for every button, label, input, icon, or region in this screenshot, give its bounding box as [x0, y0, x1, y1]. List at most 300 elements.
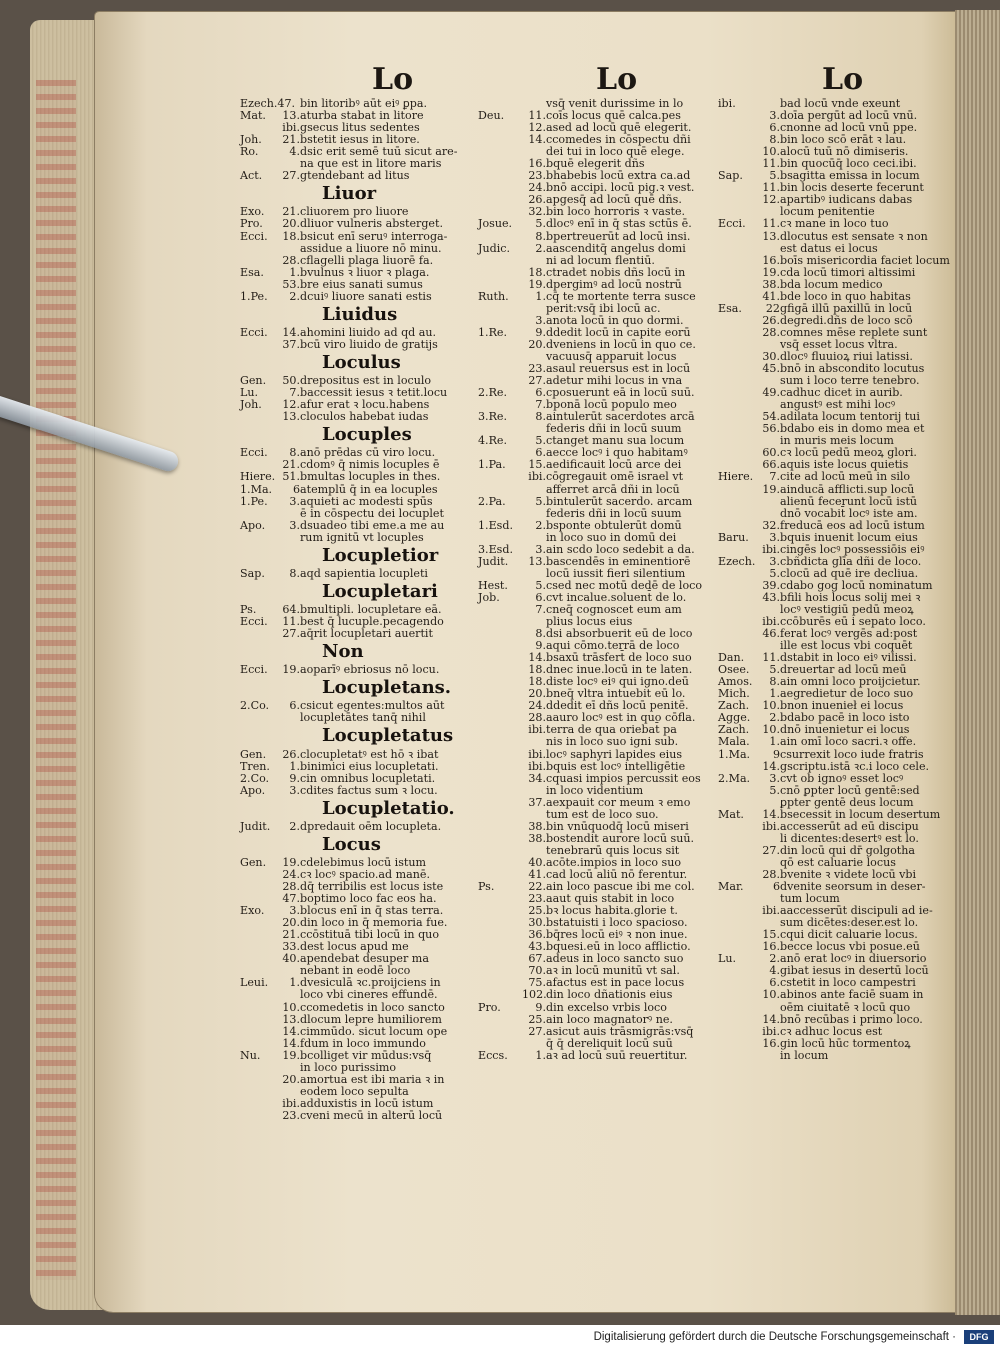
book-ref: Mich.	[718, 687, 750, 701]
book-ref: ibi.	[718, 97, 736, 110]
verse-letter: c	[780, 783, 787, 797]
entry-text: nō vocabit̄ locꝰ iste am.	[787, 506, 918, 520]
book-ref: Joh.	[240, 133, 262, 147]
verse-letter: b	[300, 97, 308, 110]
verse-letter: b	[546, 687, 554, 701]
entry-text: neq̄ cognoscet eum am	[552, 602, 682, 616]
verse-letter: c	[780, 470, 787, 484]
chapter-number: 6.	[769, 976, 780, 990]
entry-text: veni mecū in alterū locū	[306, 1108, 443, 1122]
entry-heading: Loculus	[322, 351, 401, 373]
entry-text: multas locuples in thes.	[307, 470, 441, 484]
verse-letter: c	[546, 434, 553, 448]
entry-text: stabit in loco eiꝰ vilissi.	[787, 651, 917, 665]
entry-text: edificauit locū arce dei	[552, 458, 682, 472]
chapter-number: 12.	[528, 121, 546, 135]
book-ref: Osee.	[718, 663, 750, 677]
book-ref: Zach.	[718, 723, 750, 737]
entry-text: federis dñi in locū suum	[546, 506, 682, 520]
entry-text: in litoribꝰ aūt eiꝰ ꝑpa.	[307, 97, 427, 110]
entry-text: rum ignitū vt locuples	[300, 530, 424, 544]
book-ref: Ecci.	[718, 217, 746, 231]
chapter-number: 22.	[528, 880, 546, 894]
chapter-number: 67.	[528, 952, 546, 966]
entry-text: oparīꝰ ebriosus nō locu.	[306, 663, 440, 677]
verse-letter: b	[780, 97, 788, 110]
verse-letter: c	[780, 771, 787, 785]
entry-text: dedit locū in capite eorū	[553, 325, 691, 339]
verse-letter: b	[546, 157, 554, 171]
entry-text: ponā locū populo meo	[553, 398, 677, 412]
entry-text: locꝰ vestigiū pedū meoꝝ	[780, 602, 914, 616]
verse-letter: b	[546, 819, 554, 833]
entry-text: nō accipi. locū pig.ꝛ vest.	[553, 181, 695, 195]
chapter-number: 3.	[289, 494, 300, 508]
entry-text: oīa pergūt ad locū vnū.	[787, 109, 918, 123]
entry-text: turba stabat in litore	[306, 109, 424, 123]
entry-text: vacuusq̄ apparuit locus	[546, 349, 677, 363]
entry-text: na que est in litore maris	[300, 157, 442, 171]
chapter-number: ibi.	[762, 542, 780, 556]
book-ref: Ecci.	[240, 615, 268, 629]
entry-heading: Locupletatio.	[322, 797, 455, 819]
chapter-number: 26.	[528, 193, 546, 207]
verse-letter: a	[300, 952, 307, 966]
book-ref: 1.Esd.	[478, 518, 514, 532]
verse-letter: b	[546, 554, 554, 568]
verse-letter: b	[300, 904, 308, 918]
verse-letter: c	[300, 458, 307, 472]
entry-text: plius locus eius	[546, 615, 633, 629]
verse-letter: g	[300, 169, 308, 183]
chapter-number: ibi.	[762, 819, 780, 833]
verse-letter: c	[546, 133, 553, 147]
verse-letter: d	[780, 229, 788, 243]
chapter-number: 11.	[762, 181, 780, 195]
entry-text: venite ꝛ videte locū vbi	[787, 868, 917, 881]
chapter-number: 9.	[535, 639, 546, 653]
entry-text: locupletatꝰ est hō ꝛ ibat	[306, 747, 439, 761]
chapter-number: 22	[765, 301, 780, 315]
entry-text: adhuc dicet in aurib.	[786, 386, 903, 400]
chapter-number: 9.	[535, 325, 546, 339]
verse-letter: a	[546, 639, 553, 653]
entry-text: terra de qua oriebat̄ pa	[546, 723, 677, 737]
entry-text: in loco horroris ꝛ vaste.	[553, 205, 686, 219]
chapter-number: 27.	[282, 169, 300, 183]
chapter-number: 43.	[528, 940, 546, 954]
verse-letter: a	[780, 735, 787, 749]
chapter-number: 10.	[762, 723, 780, 737]
entry-text: mortua est ibi maria ꝛ in	[306, 1072, 445, 1086]
chapter-number: 64.	[282, 602, 300, 616]
entry-text: veniens in locū in quo ce.	[553, 337, 696, 351]
entry-heading: Locupletari	[322, 580, 438, 602]
entry-text: inimici eius locupletati.	[307, 759, 439, 773]
verse-letter: b	[780, 181, 788, 195]
chapter-number: 6.	[289, 699, 300, 713]
entry-heading: Locupletans.	[322, 677, 452, 699]
entry-text: oīs misericordia faciet locum	[787, 253, 950, 267]
verse-letter: c	[300, 1000, 307, 1014]
entry-text: egredietur de loco suo	[786, 687, 914, 701]
entry-text: q̄res locū eiꝰ ꝛ non inue.	[553, 928, 688, 942]
entry-text: neq̄ vltra intuebit eū lo.	[553, 687, 686, 701]
chapter-number: 1.	[289, 759, 300, 773]
entry-text: in loco pascue ibi me col.	[552, 880, 695, 894]
entry-text: da locum medico	[787, 277, 883, 291]
verse-letter: b	[546, 928, 554, 942]
chapter-number: 50.	[282, 374, 300, 388]
entry-text: in loco videntium	[546, 783, 644, 797]
entry-text: sum i loco terre tenebro.	[780, 374, 920, 388]
entry-text: in loco magnatorꝰ ne.	[552, 1012, 673, 1026]
chapter-number: 9	[772, 747, 780, 761]
verse-letter: b	[300, 892, 308, 906]
chapter-number: 75.	[528, 976, 546, 990]
chapter-number: 13.	[762, 229, 780, 243]
book-ref: Gen.	[240, 374, 267, 388]
entry-text: in loco purissimo	[300, 1060, 397, 1074]
entry-text: vt ob ignoꝰ esset locꝰ	[786, 771, 904, 785]
chapter-number: 24.	[528, 181, 546, 195]
chapter-number: 18.	[528, 265, 546, 279]
book-ref: Ezech.	[718, 554, 756, 568]
entry-text: habebis locū extra ca.ad	[553, 169, 691, 183]
entry-text: cōstituā tibi locū in quo	[306, 928, 439, 942]
verse-letter: a	[546, 1024, 553, 1038]
chapter-number: 25.	[528, 904, 546, 918]
verse-letter: b	[546, 494, 554, 508]
chapter-number: 56.	[762, 422, 780, 436]
entry-text: binos ante faciē suam in	[786, 988, 924, 1002]
entry-text: ꝑpter gentē deus locum	[780, 795, 914, 809]
chapter-number: 3.	[535, 313, 546, 327]
entry-text: vt incalue.soluent̄ de lo.	[552, 590, 687, 604]
entry-text: quesi.eū in loco afflictio.	[553, 940, 691, 954]
entry-text: ille est locus vbi coquēt	[780, 639, 913, 653]
chapter-number: 5.	[769, 783, 780, 797]
chapter-number: ibi.	[528, 759, 546, 773]
verse-letter: b	[546, 759, 554, 773]
verse-letter: g	[780, 964, 788, 978]
verse-letter: d	[780, 313, 788, 327]
entry-text: in omī loco sacri.ꝛ offe.	[786, 735, 917, 749]
chapter-number: 43.	[762, 590, 780, 604]
entry-text: dites factus sum ꝛ locu.	[306, 783, 438, 797]
entry-text: cuiꝰ liuore sanati estis	[307, 289, 432, 303]
entry-text: sicut auis trāsmigrās:vsq̄	[552, 1024, 694, 1038]
entry-text: ꝛ locꝰ spacio.ad manē.	[306, 868, 431, 881]
entry-text: cōte.impios in loco suo	[552, 855, 682, 869]
entry-text: liuor vulneris absterget.	[307, 217, 443, 231]
verse-letter: c	[546, 386, 553, 400]
chapter-number: 20.	[528, 687, 546, 701]
chapter-number: 2.	[769, 711, 780, 725]
entry-text: vsq̄ venit durissime in lo	[546, 97, 684, 110]
entry-line	[478, 1050, 718, 1062]
book-ref: Judit.	[478, 554, 509, 568]
chapter-number: 30.	[762, 349, 780, 363]
verse-letter: d	[546, 627, 554, 641]
verse-letter: a	[546, 193, 553, 207]
entry-text: accesserūt ad eū discipu	[780, 819, 919, 833]
verse-letter: b	[780, 807, 788, 821]
entry-text: ꝛ in locū munitū vt sal.	[552, 964, 680, 978]
entry-text: vulnus ꝛ liuor ꝛ plaga.	[307, 265, 430, 279]
chapter-number: 14.	[762, 759, 780, 773]
chapter-number: 20.	[282, 916, 300, 930]
entry-text: partibꝰ iudicans dabas	[786, 193, 913, 207]
running-header-1: Lo	[372, 62, 414, 97]
chapter-number: 10.	[762, 145, 780, 159]
entry-text: secus litus sedentes	[307, 121, 420, 135]
entry-text: liuorem pro liuore	[306, 205, 409, 219]
verse-letter: c	[780, 554, 787, 568]
chapter-number: 28.	[282, 253, 300, 267]
verse-letter: a	[300, 1072, 307, 1086]
entry-text: reducā eos ad locū istum	[784, 518, 925, 532]
chapter-number: 19.	[282, 855, 300, 869]
verse-letter: d	[300, 976, 308, 990]
entry-text: sed ad locū quē elegerit.	[552, 121, 692, 135]
verse-letter: c	[300, 747, 307, 761]
chapter-number: 10.	[762, 699, 780, 713]
entry-text: optimo loco fac eos ha.	[307, 892, 437, 906]
entry-text: in loco scō erāt ꝛ lau.	[787, 133, 907, 147]
verse-letter: d	[780, 723, 788, 737]
entry-text: qd sapientia locupleti	[306, 566, 428, 580]
chapter-number: 40.	[528, 855, 546, 869]
verse-letter: a	[300, 627, 307, 641]
verse-letter: a	[546, 542, 553, 556]
book-ref: Sap.	[718, 169, 743, 183]
chapter-number: 3.	[769, 530, 780, 544]
verse-letter: d	[546, 337, 554, 351]
entry-text: flagelli plaga liuorē fa.	[306, 253, 434, 267]
chapter-number: 28.	[528, 711, 546, 725]
entry-text: in quocūq̄ loco ceci.ibi.	[787, 157, 917, 171]
verse-letter: b	[780, 289, 788, 303]
entry-text: detur mihi locus in vna	[552, 374, 683, 388]
chapter-number: 41.	[528, 868, 546, 881]
entry-text: ꝛ mane in loco tuo	[786, 217, 889, 231]
chapter-number: 14.	[762, 807, 780, 821]
entry-text: loculos habebat iudas	[306, 410, 429, 424]
verse-letter: b	[546, 518, 554, 532]
chapter-number: 14.	[528, 133, 546, 147]
entry-text: stetit iesus in litore.	[307, 133, 420, 147]
running-header-3: Lo	[822, 62, 864, 97]
entry-text: nebant in eodē loco	[300, 964, 411, 978]
verse-letter: c	[300, 253, 307, 267]
verse-letter: d	[780, 506, 788, 520]
entry-line	[240, 1110, 478, 1122]
verse-letter: b	[780, 133, 788, 147]
verse-letter: c	[300, 205, 307, 219]
entry-text: locꝰ fluuioꝝ riui latissi.	[787, 349, 913, 363]
entry-text: fur erat ꝛ locu.habens	[306, 398, 430, 412]
entry-text: iste locꝰ eiꝰ qui igno.deū	[553, 675, 689, 689]
verse-letter: b	[300, 470, 308, 484]
chapter-number: 1.	[769, 687, 780, 701]
verse-letter: c	[546, 265, 553, 279]
verse-letter: a	[546, 855, 553, 869]
entry-text: statuisti i loco spacioso.	[553, 916, 688, 930]
entry-text: in scdo loco sedebit a da.	[552, 542, 695, 556]
chapter-number: 11.	[528, 109, 546, 123]
entry-text: q̄ terribilis est locus iste	[307, 880, 444, 894]
book-ref: Ecci.	[240, 229, 268, 243]
chapter-number: 54.	[762, 410, 780, 424]
entry-text: inducā afflicti.sup locū	[786, 482, 915, 496]
entry-text: accesserūt discipuli ad ie-	[786, 904, 933, 918]
verse-letter: c	[546, 590, 553, 604]
entry-text: nō ꝑpter locū gentē:sed	[786, 783, 920, 797]
chapter-number: 27.	[282, 627, 300, 641]
entry-text: in loco suo in domū dei	[546, 530, 677, 544]
book-ref: 3.Re.	[478, 410, 508, 424]
verse-letter: a	[780, 410, 787, 424]
chapter-number: 12.	[762, 193, 780, 207]
book-ref: 3.Esd.	[478, 542, 514, 556]
entry-line	[240, 664, 478, 676]
entry-text: est datus ei locus	[780, 241, 878, 255]
chapter-number: 19.	[762, 265, 780, 279]
chapter-number: 38.	[528, 819, 546, 833]
chapter-number: 3.	[769, 554, 780, 568]
entry-text: nō in abscondito locutus	[787, 362, 925, 376]
verse-letter: g	[780, 1036, 788, 1050]
chapter-number: 6.	[535, 386, 546, 400]
verse-letter: b	[300, 602, 308, 616]
entry-text: in muris meis locum	[780, 434, 894, 448]
entry-text: intulerūt sacerdotes arcā	[552, 410, 695, 424]
chapter-number: 10.	[762, 988, 780, 1002]
entry-text: q̄rit locupletari auertit	[306, 627, 433, 641]
entry-text: in locū hūc tormentoꝝ	[787, 1036, 911, 1050]
chapter-number: 15.	[762, 928, 780, 942]
verse-letter: d	[546, 675, 554, 689]
entry-text: locꝰ enī in q̄ stas sctūs ē.	[553, 217, 692, 231]
chapter-number: 8.	[535, 410, 546, 424]
entry-text: tenebrarū quis locus sit	[546, 843, 680, 857]
entry-text: nonne ad locū vnū ppe.	[786, 121, 918, 135]
chapter-number: 26.	[762, 313, 780, 327]
entry-text: loco vbi cineres effundē.	[300, 988, 438, 1002]
entry-text: est q̄ lucuple.pecagendo	[307, 615, 444, 629]
verse-letter: d	[300, 916, 308, 930]
entry-text: alienū fecerunt locū istū	[780, 494, 918, 508]
verse-letter: a	[780, 687, 787, 701]
verse-letter: c	[780, 578, 787, 592]
book-ref: Apo.	[240, 518, 266, 532]
entry-text: ite ad locū meū in silo	[786, 470, 911, 484]
chapter-number: 3.	[535, 542, 546, 556]
entry-text: locū tuū nō dimiseris.	[786, 145, 909, 159]
book-ref: Mat.	[718, 807, 744, 821]
verse-letter: c	[300, 783, 307, 797]
entry-text: dei tui in loco quē elege.	[546, 145, 685, 159]
entry-text: dabo gog locū nominatum	[786, 578, 933, 592]
book-ref: Esa.	[718, 301, 742, 315]
chapter-number: 28.	[762, 325, 780, 339]
chapter-number: ibi.	[528, 470, 546, 484]
right-page-edge	[955, 10, 1000, 1315]
chapter-number: 20.	[282, 217, 300, 231]
verse-letter: b	[300, 759, 308, 773]
chapter-number: 26.	[282, 747, 300, 761]
verse-letter: c	[300, 1024, 307, 1038]
entry-text: li dicentes:desertꝰ est lo.	[780, 831, 919, 845]
entry-text: tanget manu sua locum	[552, 434, 685, 448]
verse-letter: a	[300, 566, 307, 580]
chapter-number: 38.	[528, 831, 546, 845]
chapter-number: 2.	[535, 241, 546, 255]
verse-letter: b	[300, 337, 308, 351]
entry-text: bñdicta glīa dñi de loco.	[786, 554, 922, 568]
chapter-number: 38.	[762, 277, 780, 291]
verse-letter: a	[546, 374, 553, 388]
verse-letter: b	[780, 590, 788, 604]
book-ref: Josue.	[478, 217, 513, 231]
book-ref: Gen.	[240, 747, 267, 761]
entry-text: quis inuenit locum eius	[787, 530, 918, 544]
verse-letter: c	[780, 217, 787, 231]
verse-letter: d	[546, 277, 554, 291]
book-ref: Mala.	[718, 735, 750, 749]
book-ref: 2.Re.	[478, 386, 508, 400]
entry-text: ꝛ locū pedū meoꝝ glori.	[786, 446, 917, 460]
entry-text: sic erit semē tuū sicut are-	[307, 145, 458, 159]
verse-letter: c	[300, 928, 307, 942]
book-ref: Ruth.	[478, 289, 509, 303]
entry-text: vesiculā ꝛc.proijciens in	[307, 976, 441, 990]
running-header-2: Lo	[596, 62, 638, 97]
book-ref: Hiere.	[240, 470, 276, 484]
chapter-number: 12.	[282, 398, 300, 412]
chapter-number: 60.	[762, 446, 780, 460]
entry-text: stetit in loco campestri	[786, 976, 916, 990]
book-ref: Eccs.	[478, 1048, 508, 1062]
verse-letter: d	[546, 699, 554, 713]
verse-letter: b	[780, 169, 788, 183]
entry-text: si absorbuerit eū de loco	[553, 627, 693, 641]
entry-text: ascendēs in eminentiorē	[553, 554, 691, 568]
book-ref: 1.Ma.	[240, 482, 273, 496]
chapter-number: 51.	[282, 470, 300, 484]
chapter-number: 25.	[528, 1012, 546, 1026]
chapter-number: 36.	[528, 928, 546, 942]
verse-letter: b	[780, 1012, 788, 1026]
entry-text: predauit oēm locupleta.	[307, 819, 442, 833]
entry-text: saul reuersus est in locū	[552, 362, 691, 376]
chapter-number: 13.	[282, 109, 300, 123]
entry-text: templū q̄ in ea locuples	[306, 482, 438, 496]
chapter-number: 40.	[282, 952, 300, 966]
verse-letter: c	[300, 868, 307, 881]
chapter-number: 2.	[289, 289, 300, 303]
chapter-number: 5.	[769, 169, 780, 183]
book-ref: Ps.	[240, 602, 257, 616]
chapter-number: 34.	[528, 771, 546, 785]
entry-text: ni ad locum flentiū.	[546, 253, 655, 267]
column-3	[718, 97, 950, 1062]
book-ref: Deu.	[478, 109, 505, 123]
verse-letter: d	[300, 940, 308, 954]
column-1	[240, 98, 478, 1122]
entry-text: cōgregauit omē israel vt	[546, 470, 684, 484]
